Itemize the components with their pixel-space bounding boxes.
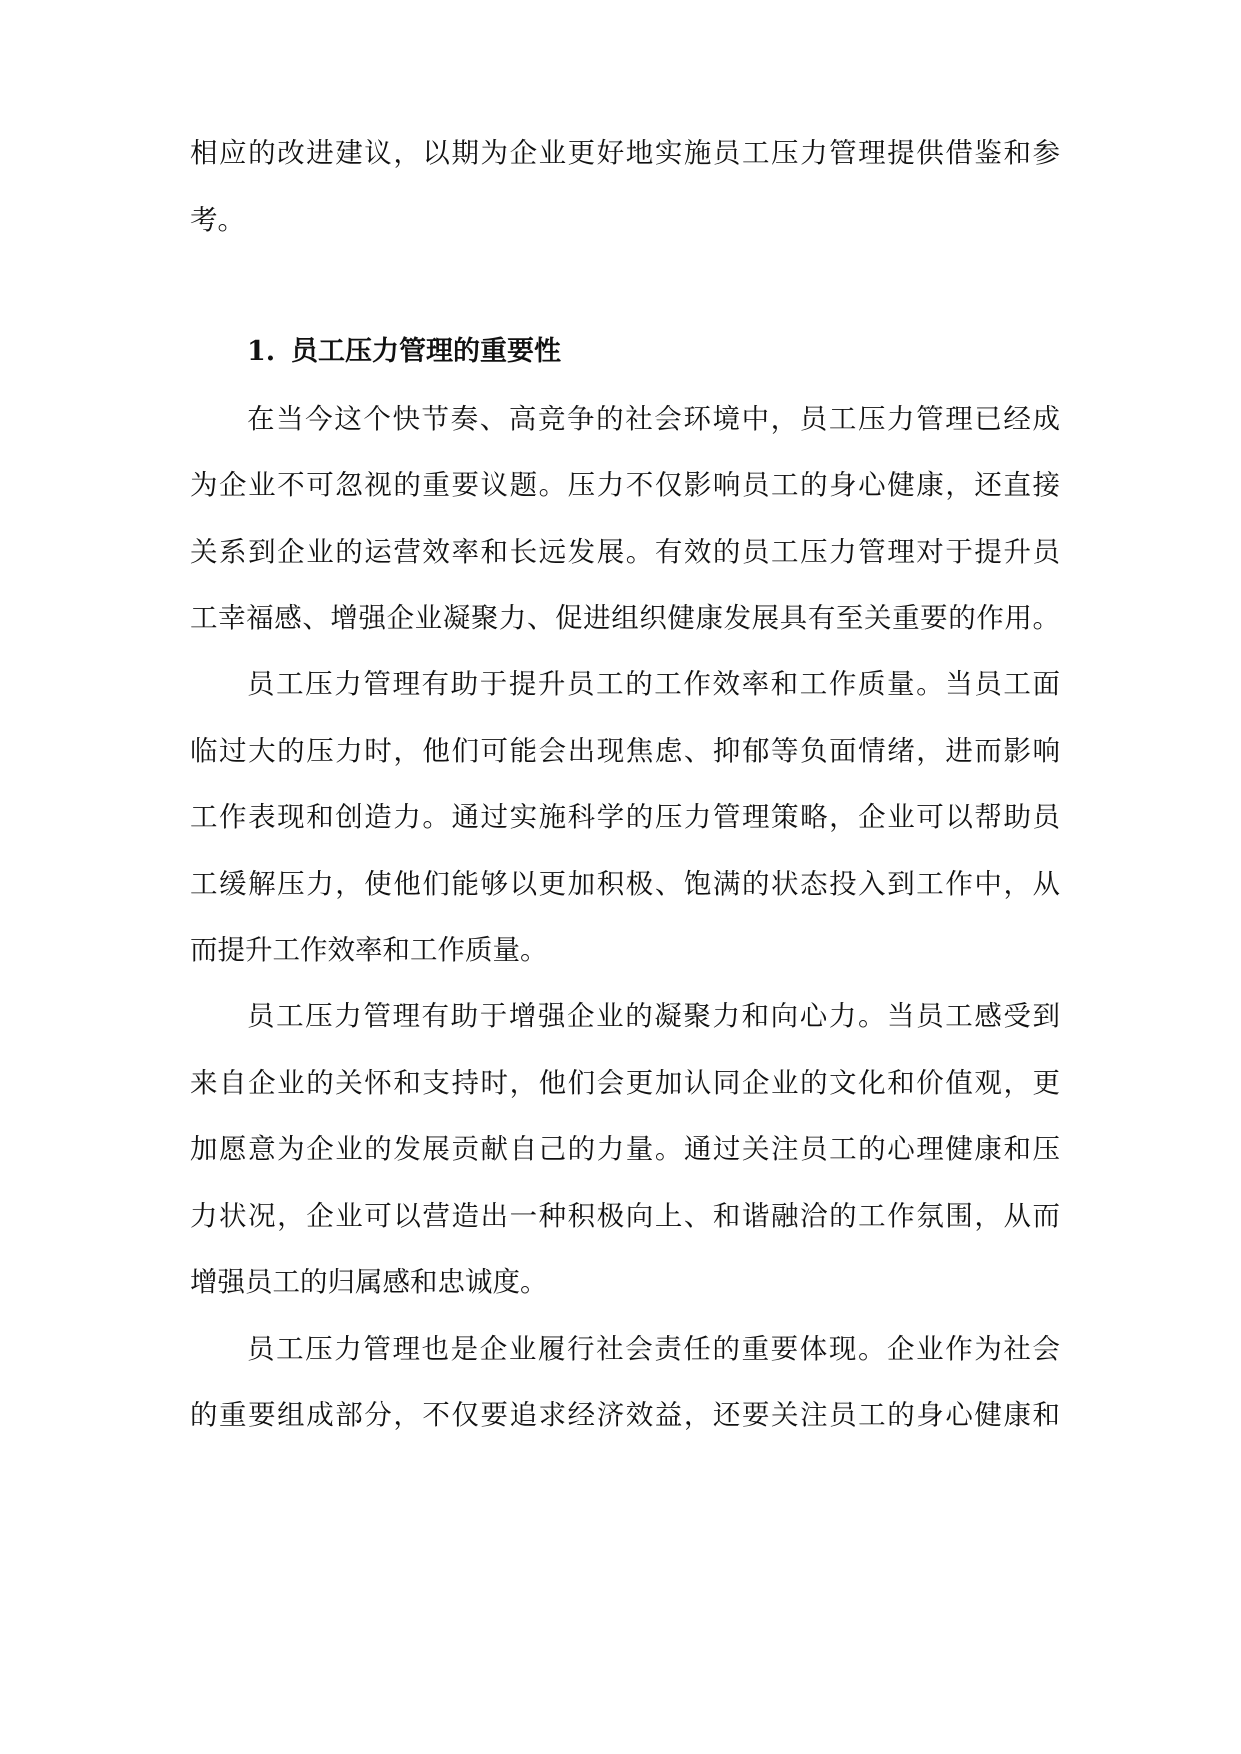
paragraph-4-line: 员工压力管理也是企业履行社会责任的重要体现。企业作为社会	[247, 1333, 1060, 1365]
section-heading	[247, 332, 561, 372]
section-number: 1.	[247, 336, 276, 367]
paragraph-1-line: 关系到企业的运营效率和长远发展。有效的员工压力管理对于提升员	[190, 536, 1060, 568]
paragraph-2-line: 临过大的压力时，他们可能会出现焦虑、抑郁等负面情绪，进而影响	[190, 735, 1060, 767]
paragraph-2-line: 工作表现和创造力。通过实施科学的压力管理策略，企业可以帮助员	[190, 801, 1060, 833]
paragraph-2-line: 而提升工作效率和工作质量。	[190, 934, 548, 966]
intro-line: 考。	[190, 204, 245, 236]
paragraph-4-line: 的重要组成部分，不仅要追求经济效益，还要关注员工的身心健康和	[190, 1399, 1060, 1431]
paragraph-3-line: 增强员工的归属感和忠诚度。	[190, 1266, 548, 1298]
paragraph-2-line: 员工压力管理有助于提升员工的工作效率和工作质量。当员工面	[247, 668, 1060, 700]
intro-line: 相应的改进建议，以期为企业更好地实施员工压力管理提供借鉴和参	[190, 137, 1060, 169]
paragraph-1-line: 在当今这个快节奏、高竞争的社会环境中，员工压力管理已经成	[247, 403, 1060, 435]
paragraph-2-line: 工缓解压力，使他们能够以更加积极、饱满的状态投入到工作中，从	[190, 868, 1060, 900]
section-title: 员工压力管理的重要性	[291, 336, 561, 367]
paragraph-3-line: 加愿意为企业的发展贡献自己的力量。通过关注员工的心理健康和压	[190, 1133, 1060, 1165]
paragraph-3-line: 员工压力管理有助于增强企业的凝聚力和向心力。当员工感受到	[247, 1000, 1060, 1032]
paragraph-1-line: 为企业不可忽视的重要议题。压力不仅影响员工的身心健康，还直接	[190, 469, 1060, 501]
paragraph-1-line: 工幸福感、增强企业凝聚力、促进组织健康发展具有至关重要的作用。	[190, 602, 1060, 634]
paragraph-3-line: 力状况，企业可以营造出一种积极向上、和谐融洽的工作氛围，从而	[190, 1200, 1060, 1232]
paragraph-3-line: 来自企业的关怀和支持时，他们会更加认同企业的文化和价值观，更	[190, 1067, 1060, 1099]
